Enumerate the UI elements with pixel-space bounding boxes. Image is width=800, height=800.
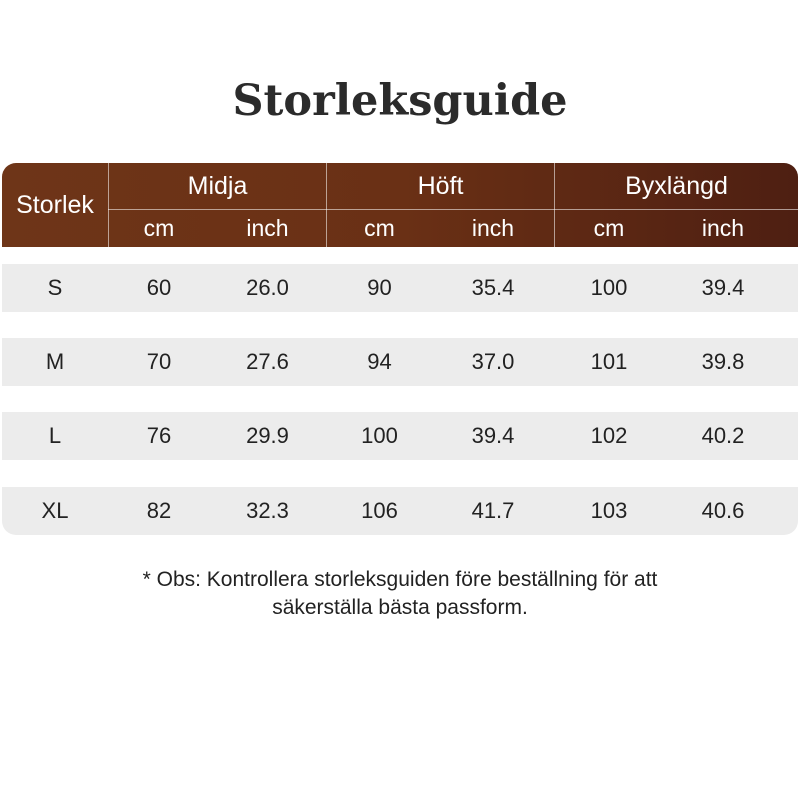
header-divider	[326, 163, 327, 247]
table-cell: 37.0	[471, 349, 515, 374]
table-cell: 100	[590, 275, 628, 300]
footnote	[0, 566, 800, 622]
table-cell: 39.8	[701, 349, 745, 374]
table-cell: 106	[361, 498, 398, 523]
size-cell: M	[45, 349, 65, 374]
table-cell: 40.2	[701, 423, 745, 448]
header-unit: cm	[593, 215, 625, 241]
size-cell: L	[48, 423, 62, 448]
table-row	[2, 338, 798, 386]
table-cell: 39.4	[471, 423, 515, 448]
header-group-hoft: Höft	[417, 171, 464, 200]
table-row	[2, 264, 798, 312]
page-title: Storleksguide	[232, 76, 568, 126]
table-cell: 29.9	[246, 423, 289, 448]
table-cell: 102	[590, 423, 628, 448]
table-header	[2, 163, 798, 247]
header-size-label: Storlek	[16, 190, 94, 219]
header-unit: inch	[701, 215, 745, 241]
table-row	[2, 487, 798, 535]
table-cell: 40.6	[701, 498, 745, 523]
header-group-byxlangd: Byxlängd	[625, 171, 728, 200]
table-cell: 101	[590, 349, 628, 374]
table-cell: 76	[146, 423, 172, 448]
table-row	[2, 412, 798, 460]
table-cell: 60	[146, 275, 172, 300]
table-cell: 103	[590, 498, 628, 523]
header-group-midja: Midja	[187, 171, 248, 200]
table-cell: 82	[146, 498, 172, 523]
table-cell: 32.3	[246, 498, 289, 523]
size-cell: XL	[41, 498, 69, 523]
size-cell: S	[47, 275, 63, 300]
header-unit: cm	[364, 215, 395, 241]
footnote-line: * Obs: Kontrollera storleksguiden före beställning för att	[142, 568, 658, 591]
table-cell: 70	[146, 349, 172, 374]
header-unit: inch	[246, 215, 289, 241]
table-cell: 41.7	[471, 498, 515, 523]
table-cell: 26.0	[246, 275, 289, 300]
table-cell: 35.4	[471, 275, 515, 300]
table-cell: 100	[361, 423, 398, 448]
table-cell: 90	[367, 275, 392, 300]
header-divider	[108, 163, 109, 247]
footnote-line: säkerställa bästa passform.	[272, 596, 528, 619]
table-cell: 39.4	[701, 275, 745, 300]
table-cell: 94	[367, 349, 392, 374]
header-unit: cm	[143, 215, 175, 241]
header-unit: inch	[471, 215, 515, 241]
header-divider	[108, 209, 798, 210]
header-divider	[554, 163, 555, 247]
table-cell: 27.6	[246, 349, 289, 374]
